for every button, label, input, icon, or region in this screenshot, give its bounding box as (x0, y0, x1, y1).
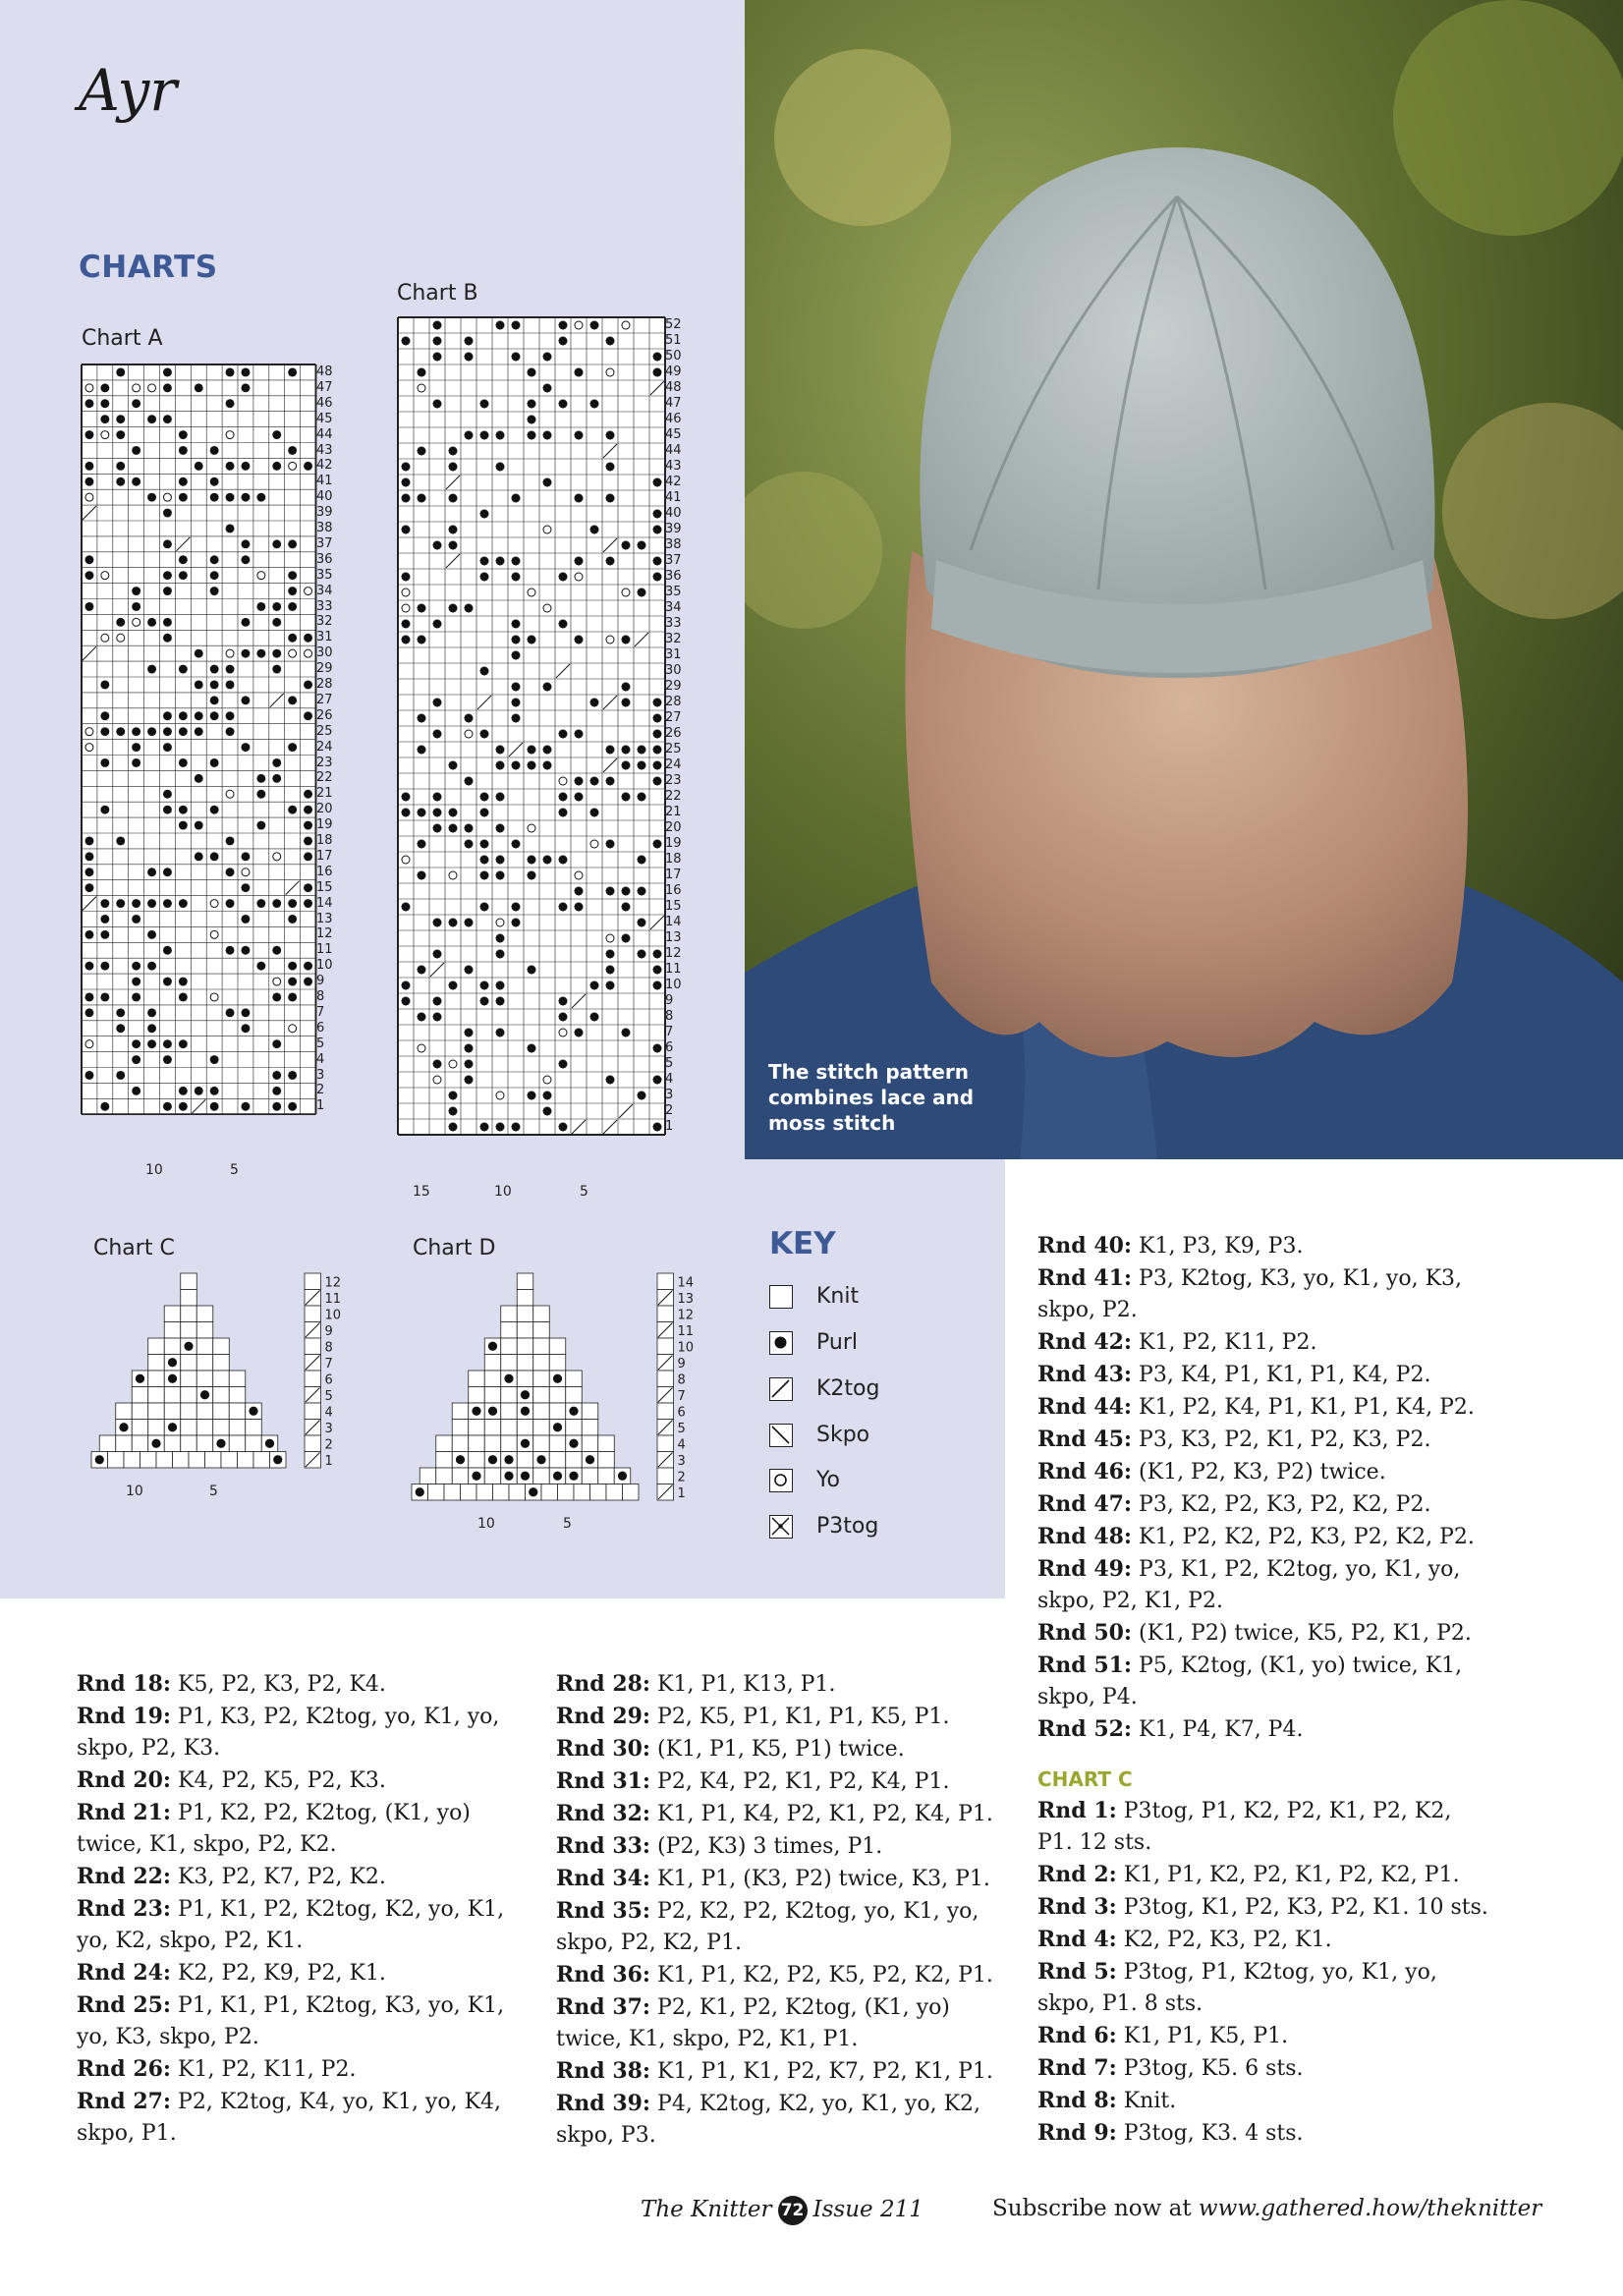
instruction-line: Rnd 39: P4, K2tog, K2, yo, K1, yo, K2, skpo, P3. (556, 2091, 981, 2148)
key-p3tog (769, 1514, 878, 1539)
instruction-line: Rnd 26: K1, P2, K11, P2. (77, 2056, 357, 2082)
row-number: 36 (316, 551, 333, 567)
key-skpo (769, 1423, 869, 1447)
skpo-symbol-icon (769, 1424, 793, 1447)
row-number: 8 (316, 989, 325, 1004)
chart-d-col-10: 10 (477, 1516, 495, 1532)
photo-caption: The stitch pattern combines lace and moss stitch (768, 1060, 975, 1135)
row-number: 19 (316, 817, 333, 833)
row-number: 43 (316, 442, 333, 458)
key-skpo-label: Skpo (816, 1423, 870, 1447)
chart-a-col-10: 10 (145, 1162, 163, 1178)
row-number: 48 (665, 380, 682, 395)
row-number: 11 (324, 1292, 342, 1307)
row-number: 29 (665, 679, 682, 694)
row-number: 5 (316, 1036, 325, 1051)
row-number: 35 (316, 567, 333, 583)
row-number: 7 (665, 1025, 674, 1039)
key-purl (769, 1330, 858, 1355)
key-heading: KEY (769, 1226, 836, 1261)
row-number: 40 (316, 489, 333, 505)
instruction-line: Rnd 32: K1, P1, K4, P2, K1, P2, K4, P1. (556, 1801, 993, 1826)
chart-b-col-10: 10 (494, 1184, 512, 1200)
instruction-line: Rnd 20: K4, P2, K5, P2, K3. (77, 1767, 386, 1793)
subscribe-text: Subscribe now at (992, 2196, 1192, 2221)
row-number: 6 (324, 1372, 333, 1388)
instruction-line: Rnd 37: P2, K1, P2, K2tog, (K1, yo) twice, K1, skpo, P2, K1, P1. (556, 1994, 950, 2051)
row-number: 17 (316, 848, 333, 864)
row-number: 4 (677, 1437, 686, 1453)
purl-symbol-icon (769, 1331, 793, 1355)
row-number: 34 (316, 583, 333, 598)
row-number: 41 (316, 474, 333, 489)
row-number: 5 (324, 1389, 333, 1404)
row-number: 11 (316, 942, 333, 958)
instruction-line: Rnd 7: P3tog, K5. 6 sts. (1037, 2055, 1304, 2081)
chart-b-col-15: 15 (413, 1184, 430, 1200)
chart-a-label: Chart A (82, 326, 163, 351)
footer-subscribe (992, 2196, 1541, 2221)
key-k2tog (769, 1376, 879, 1401)
p3tog-symbol-icon (769, 1515, 793, 1539)
instruction-line: Rnd 31: P2, K4, P2, K1, P2, K4, P1. (556, 1768, 950, 1794)
row-number: 30 (316, 645, 333, 661)
row-number: 6 (677, 1405, 686, 1421)
instruction-line: Rnd 36: K1, P1, K2, P2, K5, P2, K2, P1. (556, 1962, 993, 1988)
row-number: 2 (316, 1083, 325, 1098)
row-number: 22 (665, 789, 682, 804)
instruction-line: Rnd 49: P3, K1, P2, K2tog, yo, K1, yo, skpo, P2, K1, P2. (1037, 1556, 1461, 1613)
row-number: 25 (316, 723, 333, 739)
magazine-name: The Knitter (641, 2197, 772, 2222)
yo-symbol-icon (769, 1469, 793, 1492)
row-number: 3 (665, 1088, 674, 1102)
row-number: 20 (665, 820, 682, 835)
row-number: 3 (677, 1454, 686, 1469)
row-number: 11 (665, 962, 682, 977)
row-number: 41 (665, 490, 682, 505)
k2tog-symbol-icon (769, 1377, 793, 1401)
row-number: 34 (665, 600, 682, 615)
row-number: 25 (665, 742, 682, 756)
chart-c-col-10: 10 (126, 1484, 143, 1499)
chart-b-col-5: 5 (580, 1184, 588, 1200)
row-number: 12 (665, 946, 682, 961)
row-number: 38 (316, 521, 333, 535)
row-number: 8 (324, 1340, 333, 1356)
instruction-line: Rnd 42: K1, P2, K11, P2. (1037, 1329, 1317, 1355)
row-number: 23 (316, 755, 333, 770)
row-number: 7 (677, 1389, 686, 1404)
row-number: 37 (316, 535, 333, 551)
instruction-line: Rnd 47: P3, K2, P2, K3, P2, K2, P2. (1037, 1491, 1431, 1517)
charts-heading: CHARTS (79, 250, 218, 285)
instruction-line: Rnd 52: K1, P4, K7, P4. (1037, 1716, 1304, 1742)
row-number: 46 (665, 412, 682, 426)
row-number: 5 (677, 1422, 686, 1436)
row-number: 46 (316, 395, 333, 411)
row-number: 35 (665, 585, 682, 599)
chart-d-label: Chart D (413, 1236, 496, 1260)
instruction-line: Rnd 48: K1, P2, K2, P2, K3, P2, K2, P2. (1037, 1524, 1475, 1549)
chart-c-label: Chart C (93, 1236, 175, 1260)
row-number: 1 (665, 1119, 674, 1134)
instruction-line: Rnd 3: P3tog, K1, P2, K3, P2, K1. 10 sts. (1037, 1894, 1488, 1920)
row-number: 20 (316, 802, 333, 817)
row-number: 42 (665, 475, 682, 489)
key-k2tog-label: K2tog (816, 1376, 880, 1401)
row-number: 24 (316, 739, 333, 755)
row-number: 18 (316, 833, 333, 848)
row-number: 45 (665, 427, 682, 442)
instruction-line: Rnd 27: P2, K2tog, K4, yo, K1, yo, K4, skpo, P1. (77, 2089, 502, 2146)
row-number: 23 (665, 773, 682, 788)
knit-symbol-icon (769, 1285, 793, 1309)
row-number: 42 (316, 458, 333, 474)
row-number: 37 (665, 553, 682, 568)
chart-c-grid (90, 1272, 344, 1475)
row-number: 13 (677, 1292, 695, 1307)
row-number: 31 (665, 647, 682, 662)
row-number: 49 (665, 364, 682, 379)
row-number: 5 (665, 1056, 674, 1071)
instructions-column-3 (1037, 1230, 1489, 2150)
chart-a-grid (81, 364, 317, 1115)
row-number: 28 (665, 695, 682, 709)
instruction-line: Rnd 30: (K1, P1, K5, P1) twice. (556, 1736, 905, 1762)
row-number: 9 (677, 1357, 686, 1372)
instruction-line: Rnd 19: P1, K3, P2, K2tog, yo, K1, yo, skpo, P2, K3. (77, 1704, 500, 1761)
chart-c-heading: CHART C (1037, 1767, 1133, 1791)
row-number: 40 (665, 506, 682, 521)
instruction-line: Rnd 4: K2, P2, K3, P2, K1. (1037, 1927, 1332, 1952)
instruction-line: Rnd 29: P2, K5, P1, K1, P1, K5, P1. (556, 1704, 950, 1729)
row-number: 44 (665, 443, 682, 458)
row-number: 39 (316, 505, 333, 521)
chart-a-col-5: 5 (230, 1162, 239, 1178)
instruction-line: Rnd 50: (K1, P2) twice, K5, P2, K1, P2. (1037, 1620, 1472, 1646)
row-number: 21 (665, 805, 682, 819)
row-number: 32 (316, 614, 333, 630)
row-number: 9 (324, 1324, 333, 1339)
instruction-line: Rnd 25: P1, K1, P1, K2tog, K3, yo, K1, yo, K3, skpo, P2. (77, 1992, 505, 2049)
instruction-line: Rnd 8: Knit. (1037, 2088, 1177, 2113)
instruction-line: Rnd 33: (P2, K3) 3 times, P1. (556, 1833, 883, 1859)
row-number: 36 (665, 569, 682, 584)
instruction-line: Rnd 45: P3, K3, P2, K1, P2, K3, P2. (1037, 1427, 1431, 1452)
row-number: 8 (665, 1009, 674, 1024)
row-number: 28 (316, 677, 333, 692)
subscribe-url[interactable]: www.gathered.how/theknitter (1198, 2196, 1542, 2221)
row-number: 2 (324, 1437, 333, 1453)
row-number: 45 (316, 411, 333, 426)
row-number: 4 (316, 1051, 325, 1067)
instruction-line: Rnd 51: P5, K2tog, (K1, yo) twice, K1, skpo, P4. (1037, 1652, 1463, 1709)
row-number: 13 (316, 911, 333, 926)
footer-issue (641, 2196, 923, 2225)
row-number: 48 (316, 364, 333, 379)
row-number: 32 (665, 632, 682, 646)
row-number: 10 (316, 958, 333, 974)
row-number: 1 (316, 1098, 325, 1114)
row-number: 31 (316, 630, 333, 645)
row-number: 15 (665, 899, 682, 914)
instruction-line: Rnd 6: K1, P1, K5, P1. (1037, 2023, 1289, 2048)
row-number: 22 (316, 770, 333, 786)
row-number: 16 (665, 883, 682, 898)
row-number: 7 (324, 1357, 333, 1372)
instruction-line: Rnd 18: K5, P2, K3, P2, K4. (77, 1671, 386, 1697)
row-number: 26 (316, 707, 333, 723)
instruction-line: Rnd 5: P3tog, P1, K2tog, yo, K1, yo, skpo, P1. 8 sts. (1037, 1959, 1437, 2016)
row-number: 4 (665, 1072, 674, 1087)
row-number: 44 (316, 426, 333, 442)
key-yo (769, 1468, 840, 1492)
row-number: 10 (677, 1340, 695, 1356)
row-number: 52 (665, 317, 682, 332)
row-number: 2 (665, 1103, 674, 1118)
row-number: 6 (316, 1020, 325, 1036)
instruction-line: Rnd 2: K1, P1, K2, P2, K1, P2, K2, P1. (1037, 1862, 1460, 1887)
row-number: 3 (316, 1067, 325, 1083)
row-number: 30 (665, 663, 682, 678)
row-number: 33 (316, 598, 333, 614)
issue-number: Issue 211 (812, 2197, 923, 2222)
row-number: 1 (677, 1486, 686, 1501)
instruction-line: Rnd 44: K1, P2, K4, P1, K1, P1, K4, P2. (1037, 1394, 1475, 1420)
chart-b-label: Chart B (397, 281, 478, 306)
page-number: 72 (778, 2196, 808, 2225)
row-number: 50 (665, 349, 682, 364)
row-number: 8 (677, 1372, 686, 1388)
row-number: 43 (665, 459, 682, 474)
row-number: 11 (677, 1324, 695, 1339)
hat-photo (745, 0, 1623, 1159)
instruction-line: Rnd 35: P2, K2, P2, K2tog, yo, K1, yo, skpo, P2, K2, P1. (556, 1898, 979, 1955)
row-number: 47 (665, 396, 682, 411)
instructions-column-1 (77, 1668, 529, 2150)
row-number: 17 (665, 868, 682, 882)
row-number: 12 (324, 1275, 342, 1291)
row-number: 38 (665, 537, 682, 552)
row-number: 7 (316, 1004, 325, 1020)
row-number: 12 (677, 1308, 695, 1323)
row-number: 21 (316, 786, 333, 802)
instruction-line: Rnd 38: K1, P1, K1, P2, K7, P2, K1, P1. (556, 2058, 993, 2084)
instruction-line: Rnd 40: K1, P3, K9, P3. (1037, 1233, 1304, 1259)
key-purl-label: Purl (816, 1330, 858, 1355)
row-number: 39 (665, 522, 682, 536)
row-number: 14 (316, 895, 333, 911)
chart-c-col-5: 5 (209, 1484, 218, 1499)
row-number: 9 (316, 974, 325, 989)
instruction-line: Rnd 28: K1, P1, K13, P1. (556, 1671, 836, 1697)
row-number: 29 (316, 661, 333, 677)
row-number: 14 (665, 915, 682, 929)
row-number: 13 (665, 930, 682, 945)
instructions-column-2 (556, 1668, 1008, 2152)
row-number: 47 (316, 379, 333, 395)
row-number: 10 (324, 1308, 342, 1323)
chart-d-grid (411, 1272, 697, 1507)
row-number: 27 (665, 710, 682, 725)
row-number: 2 (677, 1470, 686, 1485)
row-number: 51 (665, 333, 682, 348)
row-number: 9 (665, 993, 674, 1008)
instruction-line: Rnd 21: P1, K2, P2, K2tog, (K1, yo) twice, K1, skpo, P2, K2. (77, 1800, 471, 1857)
row-number: 14 (677, 1275, 695, 1291)
instruction-line: Rnd 43: P3, K4, P1, K1, P1, K4, P2. (1037, 1362, 1431, 1387)
row-number: 18 (665, 852, 682, 867)
key-p3tog-label: P3tog (816, 1514, 879, 1539)
key-knit-label: Knit (816, 1284, 860, 1309)
row-number: 16 (316, 864, 333, 879)
instruction-line: Rnd 1: P3tog, P1, K2, P2, K1, P2, K2, P1. 12 sts. (1037, 1798, 1452, 1855)
instruction-line: Rnd 46: (K1, P2, K3, P2) twice. (1037, 1459, 1386, 1484)
instruction-line: Rnd 23: P1, K1, P2, K2tog, K2, yo, K1, yo, K2, skpo, P2, K1. (77, 1896, 505, 1953)
chart-d-col-5: 5 (563, 1516, 572, 1532)
instruction-line: Rnd 22: K3, P2, K7, P2, K2. (77, 1864, 386, 1889)
row-number: 1 (324, 1454, 333, 1469)
chart-b-grid (397, 316, 666, 1136)
key-knit (769, 1284, 859, 1309)
row-number: 4 (324, 1405, 333, 1421)
key-yo-label: Yo (816, 1468, 840, 1492)
row-number: 15 (316, 879, 333, 895)
row-number: 12 (316, 926, 333, 942)
row-number: 6 (665, 1040, 674, 1055)
row-number: 27 (316, 692, 333, 707)
page-title: Ayr (79, 57, 178, 124)
instruction-line: Rnd 41: P3, K2tog, K3, yo, K1, yo, K3, skpo, P2. (1037, 1265, 1463, 1322)
instruction-line: Rnd 24: K2, P2, K9, P2, K1. (77, 1960, 386, 1986)
row-number: 19 (665, 836, 682, 851)
row-number: 10 (665, 978, 682, 992)
instruction-line: Rnd 9: P3tog, K3. 4 sts. (1037, 2120, 1304, 2146)
row-number: 26 (665, 726, 682, 741)
row-number: 33 (665, 616, 682, 631)
row-number: 24 (665, 757, 682, 772)
instruction-line: Rnd 34: K1, P1, (K3, P2) twice, K3, P1. (556, 1866, 990, 1891)
row-number: 3 (324, 1422, 333, 1436)
